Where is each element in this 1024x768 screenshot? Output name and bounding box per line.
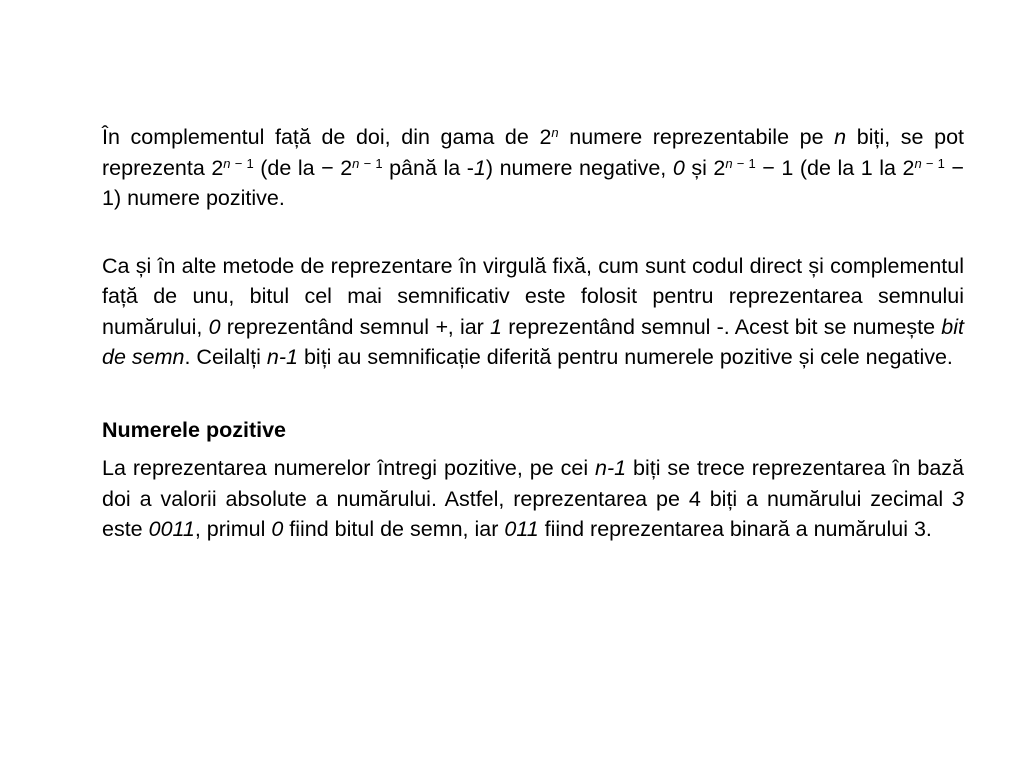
superscript-rest: − 1 — [359, 155, 383, 171]
superscript — [725, 156, 755, 171]
superscript-rest: − 1 — [921, 155, 945, 171]
text-run: , primul — [194, 517, 272, 541]
text-run: În complementul față de doi, din gama de 2 — [102, 125, 552, 149]
paragraph-positive-numbers — [102, 453, 964, 545]
text-run: reprezentând semnul — [220, 314, 436, 339]
italic-run: n-1 — [595, 456, 627, 480]
italic-run: 011 — [504, 517, 539, 541]
text-run: fiind bitul de semn, iar — [283, 517, 505, 541]
paragraph-twos-complement-range — [102, 122, 964, 214]
text-run: și 2 — [684, 155, 726, 180]
italic-run: + — [435, 314, 448, 339]
italic-run: 0 — [271, 517, 284, 541]
superscript — [914, 156, 944, 171]
italic-run: 1 — [473, 155, 486, 180]
superscript-var: n — [352, 155, 360, 171]
italic-run: bit de semn — [102, 314, 964, 369]
text-run: Ca și în alte metode de reprezentare în virgulă fixă, cum sunt codul direct și complementul față de unu, bitul cel mai semnificativ este folosit pentru reprezentarea semnului numărului, — [102, 253, 964, 339]
superscript-var: n — [223, 155, 231, 171]
italic-run: 1 — [490, 314, 503, 339]
text-run: . Ceilalți — [184, 345, 267, 369]
superscript — [223, 156, 253, 171]
superscript-rest: − 1 — [732, 155, 756, 171]
italic-run: 0 — [672, 155, 685, 180]
text-run: (de la − 2 — [253, 155, 353, 180]
text-run: până la - — [382, 155, 474, 180]
italic-run: 3 — [952, 486, 964, 511]
text-run: biți se trece reprezentarea în bază doi a valorii absolute a numărului. Astfel, reprezentarea pe 4 biți a numărului zecimal — [102, 456, 964, 511]
superscript-rest: − 1 — [230, 155, 254, 171]
text-run: este — [102, 517, 149, 541]
text-run: La reprezentarea numerelor întregi pozitive, pe cei — [102, 456, 596, 480]
italic-run: 0011 — [148, 517, 195, 541]
text-run: ) numere negative, — [485, 155, 673, 180]
superscript — [551, 125, 558, 140]
italic-run: n — [834, 125, 847, 149]
text-run: numere reprezentabile pe — [558, 125, 835, 149]
paragraph-sign-bit — [102, 251, 964, 373]
italic-run: 0 — [208, 314, 221, 339]
section-heading: Numerele pozitive — [102, 417, 286, 442]
superscript-var: n — [725, 155, 733, 171]
text-run: fiind reprezentarea binară a numărului 3. — [538, 517, 932, 541]
superscript-var: n — [551, 125, 559, 140]
italic-run: n-1 — [266, 345, 298, 369]
text-run: biți, se pot reprezenta 2 — [102, 125, 964, 180]
superscript-var: n — [914, 155, 922, 171]
text-run: − 1 (de la 1 la 2 — [755, 155, 915, 180]
slide-content — [102, 122, 964, 545]
text-run: reprezentând semnul -. Acest bit se numește — [502, 314, 942, 339]
text-run: biți au semnificație diferită pentru numerele pozitive și cele negative. — [298, 345, 953, 369]
text-run: − 1) numere pozitive. — [102, 155, 964, 210]
superscript — [352, 156, 382, 171]
text-run: , iar — [447, 314, 491, 339]
